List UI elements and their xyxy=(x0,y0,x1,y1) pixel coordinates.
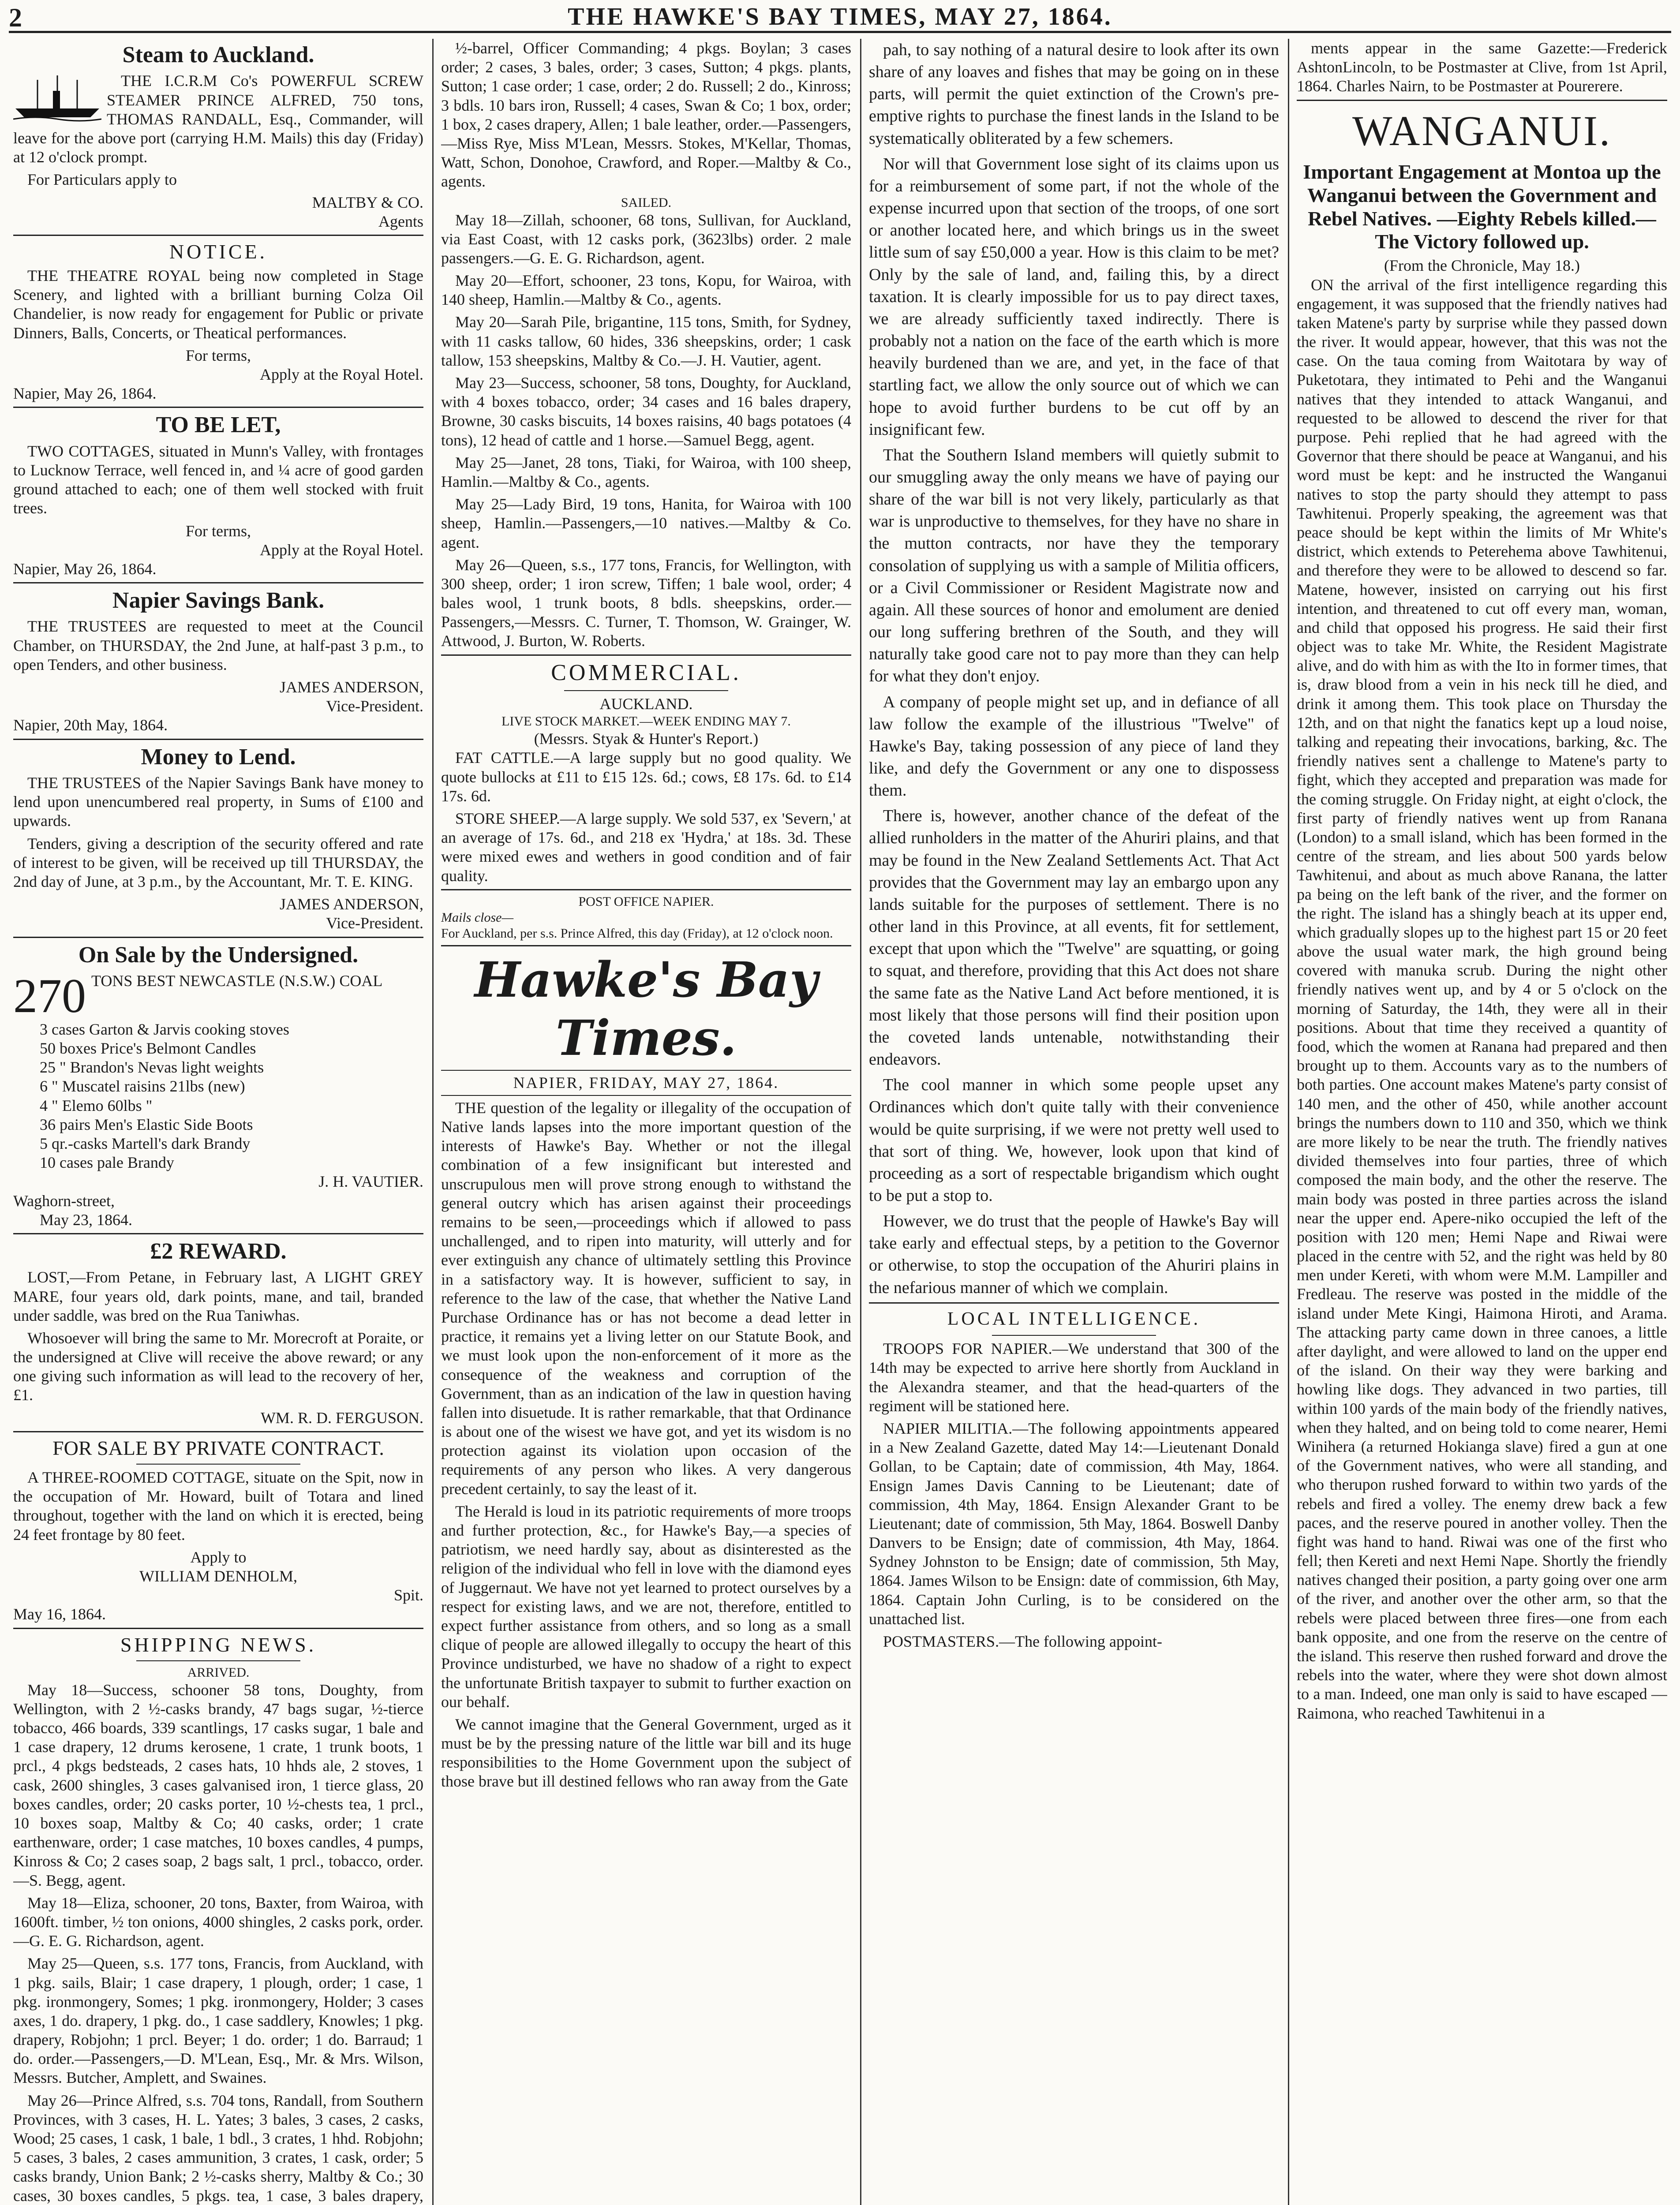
steam-body: THE I.C.R.M Co's POWERFUL SCREW STEAMER PRINCE ALFRED, 750 tons, THOMAS RANDALL, Esq., Commander, will leave for the above port (carrying H.M. Mails) this day (Friday) at 12 o'clock prompt. xyxy=(13,72,423,166)
contract-signer: WILLIAM DENHOLM, xyxy=(139,1567,297,1585)
sale-number: 270 xyxy=(13,968,86,1023)
wanganui-heading: WANGANUI. xyxy=(1352,107,1612,154)
shipping-arrived-label: ARRIVED. xyxy=(187,1665,250,1680)
commercial-place: AUCKLAND. xyxy=(599,695,693,713)
tolet-date: Napier, May 26, 1864. xyxy=(13,560,157,578)
sale-item: 3 cases Garton & Jarvis cooking stoves xyxy=(40,1020,289,1038)
sale-address: Waghorn-street, xyxy=(13,1192,115,1210)
editorial-paragraph: The cool manner in which some people upset any Ordinances which don't quite tally with their convenience would be quite surprising, if we were not pretty well used to that sort of thing. We, however, look upon that kind of proceeding as a sort of respectable brigandism which ought to be put a stop to. xyxy=(869,1076,1279,1205)
savings-heading: Napier Savings Bank. xyxy=(112,588,325,613)
sale-item: 6 " Muscatel raisins 21lbs (new) xyxy=(40,1077,245,1095)
editorial-paragraph: A company of people might set up, and in defiance of all law follow the example of the illustrious "Twelve" of Hawke's Bay, taking possession of any piece of land they like, and defy the Government or any one to dispossess them. xyxy=(869,692,1279,800)
editorial-paragraph: That the Southern Island members will quietly submit to our smuggling away the only means we have of paying our share of the war bill is not very likely, particularly as that war is unproductive to themselves, for they have no share in the mutton contracts, nor have they the temporary consolation of supplying us with a sample of Militia officers, or a Civil Commissioner or Resident Magistrate now and again. All these sources of honor and emolument are denied our long suffering brethren of the South, and they will naturally take good care not to pay more than they can help for what they don't enjoy. xyxy=(869,445,1279,686)
reward-body: LOST,—From Petane, in February last, A LIGHT GREY MARE, four years old, dark points, mane, and tail, branded under saddle, was bred on the Rua Taniwhas. xyxy=(13,1268,423,1324)
column-3 xyxy=(869,39,1279,2205)
sailed-entry: May 20—Sarah Pile, brigantine, 115 tons, Smith, for Sydney, with 11 casks tallow, 60 hides, 336 sheepskins, order; 1 cask tallow, 153 sheepskins, Maltby & Co.—J. H. Vautier, agent. xyxy=(441,313,851,369)
steam-heading: Steam to Auckland. xyxy=(122,42,314,67)
contract-body: A THREE-ROOMED COTTAGE, situate on the Spit, now in the occupation of Mr. Howard, built of Totara and lined throughout, together with the land on which it is erected, being 24 feet frontage by 80 feet. xyxy=(13,1469,423,1544)
wanganui-paragraph: ON the arrival of the first intelligence regarding this engagement, it was supposed that the friendly natives had taken Matene's party by surprise while they passed down the river. It would appear, however, that this was not the case. On the taua coming from Waitotara by way of Puketotara, they intimated to Pehi and the Wanganui natives that they intended to attack Wanganui, and requested to be allowed to descend the river for that purpose. Pehi replied that he had agreed with the Governor that there should be peace at Wanganui, and his word must be kept: and he instructed the Wanganui natives to stop the party should they attempt to pass Tawhitenui. Properly speaking, the agreement was that peace should be kept within the limits of Mr White's district, which extends to Peterehema above Tawhitenui, and therefore they were to be allowed to descend so far. Matene, however, insisted on carrying out his first intention, and threatened to cut off every man, woman, and child that opposed his progress. He said their first object was to take Mr. White, the Resident Magistrate alive, and do with him as with the Ito in former times, that is, draw blood from a vein in his neck till he died, and drink it among them. This took place on Thursday the 12th, and on that night the fanatics kept up a loud noise, talking and repeating their invocations, barking, &c. The friendly natives sent a challenge to Matene's party to fight, which they accepted and preparation was made for the coming struggle. On Friday night, at eight o'clock, the first party of friendly natives went up from Ranana (London) to a small island, which has been formed in the centre of the stream, and lies about 500 yards below Tawhitenui, and about as much above Ranana, the latter pa being on the left bank of the river, and the former on the right. The island has a shingly beach at its upper end, which gradually slopes up to the highest part 15 or 20 feet above the usual water mark, the high ground being covered with manuka scrub. During the night other friendly natives went up, and by 4 or 5 o'clock on the morning of Saturday, the 14th, they were all in their positions. About that time they received a quantity of food, which the women at Ranana had prepared and then brought up to them. Accounts vary as to the numbers of both parties. One account makes Matene's party consist of 140 men, and the other of 450, while another account brings the numbers down to 110 and 350, which we think are more likely to be near the truth. The friendly natives divided themselves into four parties, three of which composed the main body, and the other the reserve. The main body was posted in three parties across the island near the upper end. Apere-niko occupied the left of the position with 120 men; Hemi Nape and Riwai were placed in the centre with 52, and the right was held by 80 men under Kereti, with whom were M.M. Lampiller and Fredleau. The reserve was posted in the middle of the island under Mete Kingi, Haimona Hiroti, and Arama. The attacking party came down in three canoes, a little after daylight, and were allowed to land on the upper end of the island. On their way they were barking and howling like dogs. They advanced in two parties, till within 100 yards of the main body of the friendly natives, when they halted, and on being told to come nearer, Hemi Winihera (a returned Hokianga slave) fired a gun at one of the Government natives, who were all standing, and who therupon rushed forward to within two yards of the rebels and fired a volley. The enemy drew back a few paces, and the reserve poured in another volley. Then the fight was hand to hand. Riwai was one of the first who fell; then Kereti and next Hemi Nape. Shortly the friendly natives changed their position, a party going over one arm of the river, and another over the other arm, so that the rebels were placed between three fires—one from each bank opposite, and one from the reserve on the centre of the island. This reserve then rushed forward and drove the rebels into the water, where they were shot down almost to a man. Indeed, one man only is said to have escaped —Raimona, who reached Tawhitenui in a xyxy=(1297,276,1667,1722)
shipping-heading: SHIPPING NEWS. xyxy=(120,1633,317,1656)
sailed-entry: May 26—Queen, s.s., 177 tons, Francis, for Wellington, with 300 sheep, order; 1 iron screw, Tiffen; 1 bale wool, order; 4 bales wool, 1 trunk boots, 8 bdls. sheepskins, order.—Passengers,—Messrs. C. Turner, T. Thomson, W. Grainger, W. Attwood, J. Burton, W. Roberts. xyxy=(441,556,851,650)
money-role: Vice-President. xyxy=(326,914,423,932)
savings-date: Napier, 20th May, 1864. xyxy=(13,716,168,734)
contract-place: Spit. xyxy=(393,1586,423,1604)
shipping-entry: ½-barrel, Officer Commanding; 4 pkgs. Boylan; 3 cases order; 2 cases, 3 bales, order; 3 cases, Sutton; 4 pkgs. plants, Sutton; 1 case order; 1 case, order; 2 do. Russell; 2 do., Kinross; 3 bdls. 10 bars iron, Russell; 4 cases, Swan & Co; 1 box, order; 1 box, 2 cases drapery, Allen; 1 bale leather, order.—Passengers,—Miss Rye, Miss M'Lean, Messrs. Stokes, M'Kellar, Thomas, Watt, Schon, Donohoe, Crawford, and Roper.—Maltby & Co., agents. xyxy=(441,39,851,191)
sale-item: 50 boxes Price's Belmont Candles xyxy=(40,1039,256,1058)
local-item: TROOPS FOR NAPIER.—We understand that 300 of the 14th may be expected to arrive here shortly from Auckland in the Alexandra steamer, and that the head-quarters of the regiment will be stationed here. xyxy=(869,1340,1279,1415)
steam-particulars: For Particulars apply to xyxy=(27,171,177,189)
page-number: 2 xyxy=(9,3,22,32)
money-body: THE TRUSTEES of the Napier Savings Bank have money to lend upon unencumbered real property, in Sums of £100 and upwards. xyxy=(13,774,423,830)
sale-signer: J. H. VAUTIER. xyxy=(318,1173,423,1191)
savings-body: THE TRUSTEES are requested to meet at the Council Chamber, on THURSDAY, the 2nd June, at half-past 3 p.m., to open Tenders, and other business. xyxy=(13,617,423,673)
steam-agent-name: MALTBY & CO. xyxy=(312,193,423,211)
notice-body: THE THEATRE ROYAL being now completed in Stage Scenery, and lighted with a brilliant burning Colza Oil Chandelier, is now ready for engagement for Public or private Dinners, Balls, Concerts, or Theatical performances. xyxy=(13,267,423,342)
sale-heading: On Sale by the Undersigned. xyxy=(78,942,359,968)
column-divider xyxy=(432,39,434,2205)
sailed-entry: May 25—Lady Bird, 19 tons, Hanita, for Wairoa with 100 sheep, Hamlin.—Passengers,—10 natives.—Maltby & Co. agent. xyxy=(441,495,851,551)
column-divider xyxy=(1288,39,1289,2205)
editorial-paragraph: THE question of the legality or illegality of the occupation of Native lands lapses into the more important question of the interests of Hawke's Bay. Whether or not the illegal combination of a few insignificant but interested and unscrupulous men will prove strong enough to withstand the general outcry which has arisen against their proceedings remains to be seen,—proceedings which if allowed to pass unchallenged, and to ripen into maturity, will utterly and for ever extinguish any chance of ultimately settling this Province in a satisfactory way. It is however, sufficient to say, in reference to the law of the case, that whether the Native Land Purchase Ordinance has or has not become a dead letter in practice, it remains yet a living letter on our Statute Book, and we must look upon the non-enforcement of it more as the consequence of the weakness and corruption of the Government, than as an indication of the law in question having fallen into disuetude. It is rather remarkable, that that Ordinance is about one of the wisest we have got, and yet its wisdom is no protection against its violation upon occasion of the requirements of any person who likes. A very dangerous precedent certainly, to say the least of it. xyxy=(441,1099,851,1498)
editorial-paragraph: There is, however, another chance of the defeat of the allied runholders in the matter of the Ahuriri plains, and that may be found in the New Zealand Settlements Act. That Act provides that the Government may lay an embargo upon any lands suitable for the purposes of settlement. There is no other land in this Province, at all events, fit for settlement, except that upon which the "Twelve" are squatting, or going to squat, and therefore, providing that this Act does not share the same fate as the Native Land Act before mentioned, it is most likely that those persons will find their position upon the coveted lands untenable, notwithstanding their endeavors. xyxy=(869,807,1279,1069)
notice-terms: For terms, xyxy=(186,346,251,364)
shipping-entry: May 18—Success, schooner 58 tons, Doughty, from Wellington, with 2 ½-casks brandy, 47 bags sugar, ½-tierce tobacco, 466 boards, 339 scantlings, 17 casks sugar, 1 bale and 1 case drapery, 12 drums kerosene, 1 crate, 1 trunk boots, 1 prcl., 4 pkgs bedsteads, 2 cases hats, 10 hhds ale, 2 stoves, 1 cask, 2600 shingles, 3 cases galvanised iron, 1 tierce glass, 20 boxes candles, order; 20 casks porter, 10 ½-chests tea, 1 prcl., 10 boxes soap, Maltby & Co; 40 casks, order; 1 crate earthenware, order; 1 case matches, 10 boxes candles, 4 pumps, Kinross & Co; 2 cases soap, 2 bags salt, 1 prcl., tobacco, order.—S. Begg, agent. xyxy=(13,1681,423,1889)
tolet-heading: TO BE LET, xyxy=(156,412,281,438)
column-1 xyxy=(13,39,423,2205)
shipping-entry: May 26—Prince Alfred, s.s. 704 tons, Randall, from Southern Provinces, with 3 cases, H. L. Yates; 3 bales, 3 cases, 2 casks, Wood; 25 cases, 1 cask, 1 bale, 1 bdl., 3 crates, 1 hhd. Robjohn; 5 cases, 3 bales, 2 cases ammunition, 3 crates, 1 cask, order; 5 casks brandy, Union Bank; 2 ½-casks sherry, Maltby & Co.; 30 cases, 30 boxes candles, 5 pkgs. tea, 1 case, 3 bales drapery, xyxy=(13,2091,423,2205)
reward-signer: WM. R. D. FERGUSON. xyxy=(260,1409,423,1427)
dateline: NAPIER, FRIDAY, MAY 27, 1864. xyxy=(441,1070,851,1096)
commercial-market: LIVE STOCK MARKET.—WEEK ENDING MAY 7. xyxy=(501,714,791,729)
page-header xyxy=(9,0,1671,33)
local-item: NAPIER MILITIA.—The following appointments appeared in a New Zealand Gazette, dated May 14:—Lieutenant Donald Gollan, to be Captain; date of commission, 4th May, 1864. Ensign James Davis Canning to be Lieutenant; date of commission, 4th May, 1864. Ensign Alexander Grant to be Lieutenant; date of commission, 5th May, 1864. Boswell Danby Danvers to be Ensign; date of commission, 4th May, 1864. Sydney Johnston to be Ensign; date of commission, 5th May, 1864. James Wilson to be Ensign: date of commission, 6th May, 1864. Captain John Curling, is to be considered on the unattached list. xyxy=(869,1419,1279,1628)
editorial-paragraph: However, we do trust that the people of Hawke's Bay will take early and effectual steps, by a petition to the Governor or otherwise, to stop the occupation of the Ahuriri plains in the nefarious manner of which we complain. xyxy=(869,1212,1279,1297)
post-heading: POST OFFICE NAPIER. xyxy=(578,894,714,909)
sale-item: 10 cases pale Brandy xyxy=(40,1154,174,1172)
steam-agent-role: Agents xyxy=(378,212,423,230)
sailed-entry: May 23—Success, schooner, 58 tons, Doughty, for Auckland, with 4 boxes tobacco, order; 34 cases and 16 bales drapery, Browne, 30 casks biscuits, 14 boxes raisins, 40 bags potatoes (4 tons), 12 head of cattle and 1 horse.—Samuel Begg, agent. xyxy=(441,374,851,449)
sale-items xyxy=(13,1020,423,1173)
reward-body-2: Whosoever will bring the same to Mr. Morecroft at Poraite, or the undersigned at Clive will receive the above reward; or any one giving such information as will lead to the recovery of her, £1. xyxy=(13,1329,423,1404)
notice-heading: NOTICE. xyxy=(169,240,268,263)
column-2 xyxy=(441,39,851,2205)
masthead: THE HAWKE'S BAY TIMES, MAY 27, 1864. xyxy=(568,3,1112,30)
sale-item: 36 pairs Men's Elastic Side Boots xyxy=(40,1115,253,1133)
sale-item: 4 " Elemo 60lbs " xyxy=(40,1096,153,1114)
editorial-paragraph: Nor will that Government lose sight of its claims upon us for a reimbursement of some part, if not the whole of the expense incurred upon that section of the troops, of one sort or another located here, and which brings us in the sweet little sum of say £50,000 a year. How is this claim to be met? Only by the sale of land, and, failing this, by a direct taxation. It is clearly impossible for us to pay direct taxes, we are already sufficiently taxed indirectly. There is probably not a nation on the face of the earth which is more heavily burdened than we are, and yet, in the face of that startling fact, we allow the only source out of which we can hope to avoid further burdens to be cut off by an insignificant few. xyxy=(869,154,1279,439)
commercial-heading: COMMERCIAL. xyxy=(551,660,741,685)
sale-coal: TONS BEST NEWCASTLE (N.S.W.) COAL xyxy=(91,972,383,990)
contract-date: May 16, 1864. xyxy=(13,1605,106,1623)
local-item: POSTMASTERS.—The following appoint- xyxy=(883,1633,1163,1650)
newspaper-title: Hawke's Bay Times. xyxy=(474,951,818,1066)
column-4 xyxy=(1297,39,1667,2205)
editorial-paragraph: pah, to say nothing of a natural desire to look after its own share of any loaves and fishes that may be going on in these parts, will permit the quiet extinction of the Crown's pre-emptive rights to purchase the finest lands in the Island to be systematically obliterated by a few schemers. xyxy=(869,41,1279,148)
shipping-entry: May 18—Eliza, schooner, 20 tons, Baxter, from Wairoa, with 1600ft. timber, ½ ton onions, 4000 shingles, 2 casks pork, order.—G. E. G. Richardson, agent. xyxy=(13,1894,423,1950)
column-divider xyxy=(860,39,861,2205)
tolet-apply: Apply at the Royal Hotel. xyxy=(260,541,423,559)
savings-signer: JAMES ANDERSON, xyxy=(279,678,423,696)
money-heading: Money to Lend. xyxy=(141,744,296,770)
commercial-body: FAT CATTLE.—A large supply but no good quality. We quote bullocks at £11 to £15 12s. 6d.; cows, £8 17s. 6d. to £14 17s. 6d. xyxy=(441,749,851,805)
sailed-entry: May 18—Zillah, schooner, 68 tons, Sullivan, for Auckland, via East Coast, with 12 casks pork, (3623lbs) order. 2 male passengers.—G. E. G. Richardson, agent. xyxy=(441,211,851,267)
shipping-sailed-label: SAILED. xyxy=(621,195,672,210)
notice-date: Napier, May 26, 1864. xyxy=(13,385,157,403)
sale-item: 25 " Brandon's Nevas light weights xyxy=(40,1058,264,1076)
post-body: For Auckland, per s.s. Prince Alfred, this day (Friday), at 12 o'clock noon. xyxy=(441,926,833,941)
commercial-body-2: STORE SHEEP.—A large supply. We sold 537, ex 'Severn,' at an average of 17s. 6d., and 218 ex 'Hydra,' at 18s. 3d. These were mixed ewes and wethers in good condition and of fair quality. xyxy=(441,809,851,885)
local-heading: LOCAL INTELLIGENCE. xyxy=(947,1308,1201,1329)
steamship-icon xyxy=(13,73,101,122)
editorial-paragraph: We cannot imagine that the General Government, urged as it must be by the pressing nature of the little war bill and its huge responsibilities to the Home Government upon the subject of those brave but ill destined fellows who ran away from the Gate xyxy=(441,1715,851,1790)
sailed-entry: May 20—Effort, schooner, 23 tons, Kopu, for Wairoa, with 140 sheep, Hamlin.—Maltby & Co., agents. xyxy=(441,272,851,309)
savings-role: Vice-President. xyxy=(326,697,423,715)
money-signer: JAMES ANDERSON, xyxy=(279,895,423,913)
shipping-entry: May 25—Queen, s.s. 177 tons, Francis, from Auckland, with 1 pkg. sails, Blair; 1 case drapery, 1 plough, order; 1 case, 1 pkg. ironmongery, Somes; 1 pkg. ironmongery, Holder; 3 cases axes, 1 do. drapery, 1 pkg. do., 1 case saddlery, Knowles; 1 pkg. drapery, Robjohn; 1 prcl. Beyer; 1 do. order; 1 do. Barraud; 1 do. order.—Passengers,—D. M'Lean, Esq., Mr. & Mrs. Wilson, Messrs. Butcher, Amplett, and Swaines. xyxy=(13,1955,423,2087)
contract-apply: Apply to xyxy=(190,1548,247,1566)
sale-date: May 23, 1864. xyxy=(40,1211,132,1229)
editorial-paragraph: The Herald is loud in its patriotic requirements of more troops and further protection, &c., for Hawke's Bay,—a species of patriotism, we need hardly say, about as disinterested as the religion of the individual who fell in love with the diamond eyes of Juggernaut. We have not yet learned to protect ourselves by a respect for existing laws, and we are not, therefore, entitled to expect further assistance from others, and so long as a small clique of people are allowed illegally to occupy the heart of this Province undisturbed, we have no shadow of a right to expect the unfortunate British taxpayer to submit to further exaction on our behalf. xyxy=(441,1502,851,1711)
notice-apply: Apply at the Royal Hotel. xyxy=(260,366,423,384)
sale-item: 5 qr.-casks Martell's dark Brandy xyxy=(40,1135,251,1153)
wanganui-source: (From the Chronicle, May 18.) xyxy=(1384,257,1580,275)
money-body-2: Tenders, giving a description of the security offered and rate of interest to be given, will be received up till THURSDAY, the 2nd day of June, at 3 p.m., by the Accountant, Mr. T. E. KING. xyxy=(13,834,423,890)
postmasters-continued: ments appear in the same Gazette:—Frederick AshtonLincoln, to be Postmaster at Clive, from 1st April, 1864. Charles Nairn, to be Postmaster at Pourerere. xyxy=(1297,39,1667,95)
wanganui-subheading: Important Engagement at Montoa up the Wanganui between the Government and Rebel Natives. —Eighty Rebels killed.—The Victory followed up. xyxy=(1303,160,1661,253)
commercial-report: (Messrs. Styak & Hunter's Report.) xyxy=(534,730,759,748)
tolet-body: TWO COTTAGES, situated in Munn's Valley, with frontages to Lucknow Terrace, well fenced in, and ¼ acre of good garden ground attached to each; one of them well stocked with fruit trees. xyxy=(13,442,423,517)
sailed-entry: May 25—Janet, 28 tons, Tiaki, for Wairoa, with 100 sheep, Hamlin.—Maltby & Co., agents. xyxy=(441,453,851,490)
reward-heading: £2 REWARD. xyxy=(150,1238,287,1264)
contract-heading: FOR SALE BY PRIVATE CONTRACT. xyxy=(52,1436,384,1459)
post-label: Mails close— xyxy=(441,910,514,925)
tolet-terms: For terms, xyxy=(186,522,251,540)
